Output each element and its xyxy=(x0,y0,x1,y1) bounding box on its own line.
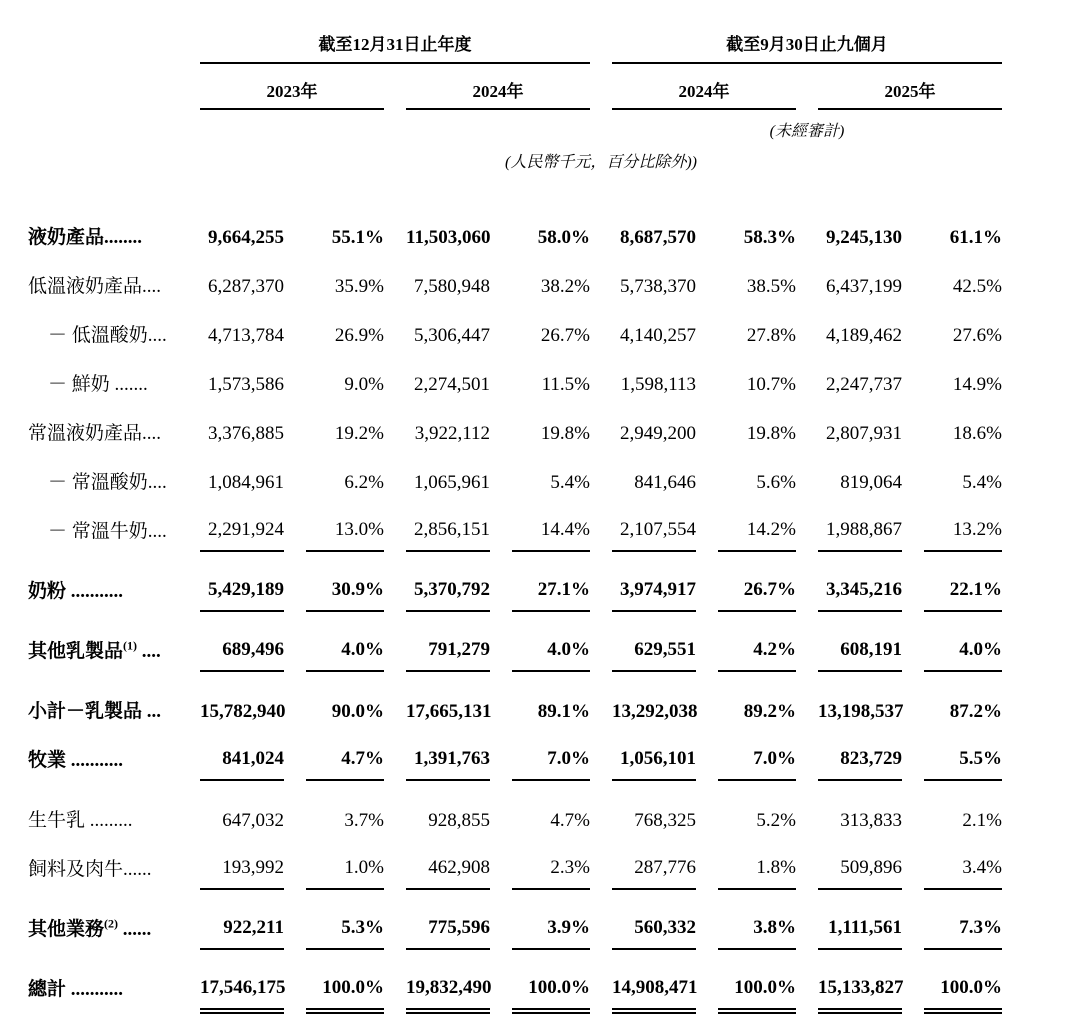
value-cell: 9,664,255 xyxy=(208,227,284,248)
row-label-text: 常溫液奶產品.... xyxy=(28,423,162,444)
table-row xyxy=(28,552,1002,612)
value-cell: 2,291,924 xyxy=(200,503,284,552)
table-row xyxy=(28,172,1002,258)
header-spacer xyxy=(28,64,178,110)
units-note: (人民幣千元，百分比除外)) xyxy=(505,154,697,171)
value-cell: 5,738,370 xyxy=(620,276,696,297)
percent-cell: 4.2% xyxy=(718,612,796,672)
row-label xyxy=(28,454,178,503)
percent-cell: 27.6% xyxy=(952,325,1002,346)
percent-cell: 89.1% xyxy=(537,701,590,722)
percent-cell: 90.0% xyxy=(331,701,384,722)
percent-cell: 58.0% xyxy=(537,227,590,248)
percent-cell: 14.2% xyxy=(718,503,796,552)
value-cell: 15,782,940 xyxy=(200,701,286,722)
table-row xyxy=(28,503,1002,552)
revenue-breakdown-table xyxy=(6,24,1024,1010)
row-label xyxy=(28,503,178,552)
row-label xyxy=(28,552,178,612)
row-label xyxy=(28,307,178,356)
value-cell: 823,729 xyxy=(818,732,902,781)
table-row xyxy=(28,454,1002,503)
table-row xyxy=(28,258,1002,307)
percent-cell: 2.3% xyxy=(512,841,590,890)
table-row xyxy=(28,890,1002,950)
value-cell: 3,974,917 xyxy=(612,552,696,612)
unaudited-note: (未經審計) xyxy=(769,123,845,140)
percent-cell: 100.0% xyxy=(306,950,384,1010)
value-cell: 560,332 xyxy=(612,890,696,950)
percent-cell: 5.6% xyxy=(756,472,796,493)
percent-cell: 5.3% xyxy=(306,890,384,950)
value-cell: 6,437,199 xyxy=(826,276,902,297)
value-cell: 689,496 xyxy=(200,612,284,672)
table-row xyxy=(28,405,1002,454)
percent-cell: 27.8% xyxy=(746,325,796,346)
value-cell: 4,713,784 xyxy=(208,325,284,346)
percent-cell: 5.4% xyxy=(962,472,1002,493)
percent-cell: 7.3% xyxy=(924,890,1002,950)
value-cell: 775,596 xyxy=(406,890,490,950)
percent-cell: 9.0% xyxy=(344,374,384,395)
row-label-text: 其他業務 xyxy=(28,919,105,940)
row-label-text: － 常溫酸奶.... xyxy=(48,472,167,493)
percent-cell: 14.4% xyxy=(512,503,590,552)
row-label-text: 液奶產品........ xyxy=(28,227,143,248)
value-cell: 841,646 xyxy=(634,472,696,493)
percent-cell: 1.8% xyxy=(718,841,796,890)
percent-cell: 38.5% xyxy=(746,276,796,297)
row-label xyxy=(28,356,178,405)
table-row xyxy=(28,732,1002,781)
row-label-text: 其他乳製品 xyxy=(28,641,124,662)
percent-cell: 100.0% xyxy=(718,950,796,1010)
row-label-text: 小計－乳製品 ... xyxy=(28,701,162,722)
value-cell: 14,908,471 xyxy=(612,950,696,1010)
period-group-annual: 截至12月31日止年度 xyxy=(200,24,590,64)
percent-cell: 26.7% xyxy=(540,325,590,346)
percent-cell: 11.5% xyxy=(541,374,590,395)
row-label xyxy=(28,172,178,258)
percent-cell: 19.8% xyxy=(746,423,796,444)
row-label-text: － 低溫酸奶.... xyxy=(48,325,167,346)
header-year-row xyxy=(28,64,1002,110)
value-cell: 462,908 xyxy=(406,841,490,890)
row-label xyxy=(28,732,178,781)
footnote-marker: (1) xyxy=(123,638,138,653)
percent-cell: 19.8% xyxy=(540,423,590,444)
value-cell: 1,988,867 xyxy=(818,503,902,552)
row-label-text: 生牛乳 ......... xyxy=(28,810,133,831)
row-label xyxy=(28,890,178,950)
table-row xyxy=(28,781,1002,841)
value-cell: 11,503,060 xyxy=(406,227,491,248)
value-cell: 1,056,101 xyxy=(612,732,696,781)
percent-cell: 18.6% xyxy=(952,423,1002,444)
value-cell: 7,580,948 xyxy=(414,276,490,297)
year-column-2023: 2023年 xyxy=(200,64,384,110)
value-cell: 8,687,570 xyxy=(620,227,696,248)
percent-cell: 7.0% xyxy=(512,732,590,781)
value-cell: 928,855 xyxy=(428,810,490,831)
percent-cell: 30.9% xyxy=(306,552,384,612)
value-cell: 313,833 xyxy=(840,810,902,831)
value-cell: 768,325 xyxy=(634,810,696,831)
value-cell: 287,776 xyxy=(612,841,696,890)
year-column-2024: 2024年 xyxy=(406,64,590,110)
percent-cell: 5.5% xyxy=(924,732,1002,781)
value-cell: 2,247,737 xyxy=(826,374,902,395)
leader-dots: .... xyxy=(137,641,161,662)
footnote-marker: (2) xyxy=(104,916,119,931)
value-cell: 5,306,447 xyxy=(414,325,490,346)
value-cell: 2,807,931 xyxy=(826,423,902,444)
value-cell: 5,429,189 xyxy=(200,552,284,612)
percent-cell: 26.9% xyxy=(334,325,384,346)
percent-cell: 4.7% xyxy=(550,810,590,831)
percent-cell: 89.2% xyxy=(743,701,796,722)
value-cell: 819,064 xyxy=(840,472,902,493)
percent-cell: 26.7% xyxy=(718,552,796,612)
row-label xyxy=(28,405,178,454)
row-label-text: 奶粉 ........... xyxy=(28,581,124,602)
percent-cell: 1.0% xyxy=(306,841,384,890)
row-label-text: － 鮮奶 ....... xyxy=(48,374,148,395)
percent-cell: 58.3% xyxy=(743,227,796,248)
value-cell: 2,949,200 xyxy=(620,423,696,444)
value-cell: 509,896 xyxy=(818,841,902,890)
value-cell: 17,665,131 xyxy=(406,701,492,722)
value-cell: 922,211 xyxy=(200,890,284,950)
percent-cell: 13.2% xyxy=(924,503,1002,552)
value-cell: 193,992 xyxy=(200,841,284,890)
value-cell: 6,287,370 xyxy=(208,276,284,297)
percent-cell: 13.0% xyxy=(306,503,384,552)
percent-cell: 22.1% xyxy=(924,552,1002,612)
value-cell: 841,024 xyxy=(200,732,284,781)
percent-cell: 42.5% xyxy=(952,276,1002,297)
value-cell: 15,133,827 xyxy=(818,950,902,1010)
percent-cell: 100.0% xyxy=(512,950,590,1010)
table-row xyxy=(28,356,1002,405)
value-cell: 3,376,885 xyxy=(208,423,284,444)
row-label xyxy=(28,950,178,1010)
value-cell: 1,391,763 xyxy=(406,732,490,781)
value-cell: 1,084,961 xyxy=(208,472,284,493)
value-cell: 2,107,554 xyxy=(612,503,696,552)
percent-cell: 27.1% xyxy=(512,552,590,612)
percent-cell: 14.9% xyxy=(952,374,1002,395)
percent-cell: 3.4% xyxy=(924,841,1002,890)
value-cell: 3,922,112 xyxy=(414,423,490,444)
value-cell: 2,856,151 xyxy=(406,503,490,552)
row-label-text: 低溫液奶產品.... xyxy=(28,276,162,297)
percent-cell: 100.0% xyxy=(924,950,1002,1010)
header-period-row xyxy=(28,24,1002,64)
value-cell: 9,245,130 xyxy=(826,227,902,248)
value-cell: 647,032 xyxy=(222,810,284,831)
value-cell: 5,370,792 xyxy=(406,552,490,612)
value-cell: 13,198,537 xyxy=(818,701,904,722)
value-cell: 1,111,561 xyxy=(818,890,902,950)
percent-cell: 19.2% xyxy=(334,423,384,444)
header-unaudited-row xyxy=(28,110,1002,141)
table-body xyxy=(28,172,1002,1010)
value-cell: 13,292,038 xyxy=(612,701,698,722)
value-cell: 4,189,462 xyxy=(826,325,902,346)
table-row xyxy=(28,612,1002,672)
row-label xyxy=(28,258,178,307)
percent-cell: 87.2% xyxy=(949,701,1002,722)
row-label xyxy=(28,672,178,732)
percent-cell: 5.2% xyxy=(756,810,796,831)
value-cell: 1,065,961 xyxy=(414,472,490,493)
percent-cell: 55.1% xyxy=(331,227,384,248)
percent-cell: 3.7% xyxy=(344,810,384,831)
period-group-ninemonth: 截至9月30日止九個月 xyxy=(612,24,1002,64)
header-spacer xyxy=(28,110,590,141)
value-cell: 608,191 xyxy=(818,612,902,672)
percent-cell: 5.4% xyxy=(550,472,590,493)
value-cell: 1,573,586 xyxy=(208,374,284,395)
table-row xyxy=(28,672,1002,732)
percent-cell: 3.8% xyxy=(718,890,796,950)
percent-cell: 38.2% xyxy=(540,276,590,297)
value-cell: 4,140,257 xyxy=(620,325,696,346)
row-label xyxy=(28,612,178,672)
value-cell: 2,274,501 xyxy=(414,374,490,395)
year-column-2024-9m: 2024年 xyxy=(612,64,796,110)
row-label xyxy=(28,781,178,841)
percent-cell: 10.7% xyxy=(746,374,796,395)
leader-dots: ...... xyxy=(118,919,152,940)
value-cell: 629,551 xyxy=(612,612,696,672)
row-label xyxy=(28,841,178,890)
table-row xyxy=(28,307,1002,356)
percent-cell: 7.0% xyxy=(718,732,796,781)
row-label-text: 飼料及肉牛...... xyxy=(28,859,152,880)
value-cell: 17,546,175 xyxy=(200,950,284,1010)
percent-cell: 4.0% xyxy=(512,612,590,672)
row-label-text: － 常溫牛奶.... xyxy=(48,521,167,542)
value-cell: 1,598,113 xyxy=(620,374,696,395)
percent-cell: 3.9% xyxy=(512,890,590,950)
year-column-2025-9m: 2025年 xyxy=(818,64,1002,110)
table-row xyxy=(28,841,1002,890)
value-cell: 791,279 xyxy=(406,612,490,672)
percent-cell: 61.1% xyxy=(949,227,1002,248)
percent-cell: 4.7% xyxy=(306,732,384,781)
percent-cell: 2.1% xyxy=(962,810,1002,831)
percent-cell: 6.2% xyxy=(344,472,384,493)
row-label-text: 總計 ........... xyxy=(28,979,124,1000)
value-cell: 3,345,216 xyxy=(818,552,902,612)
percent-cell: 35.9% xyxy=(334,276,384,297)
table-row xyxy=(28,950,1002,1010)
header-spacer xyxy=(28,24,178,64)
row-label-text: 牧業 ........... xyxy=(28,750,124,771)
percent-cell: 4.0% xyxy=(306,612,384,672)
value-cell: 19,832,490 xyxy=(406,950,490,1010)
header-units-row xyxy=(28,141,1002,172)
header-spacer xyxy=(28,141,178,172)
percent-cell: 4.0% xyxy=(924,612,1002,672)
